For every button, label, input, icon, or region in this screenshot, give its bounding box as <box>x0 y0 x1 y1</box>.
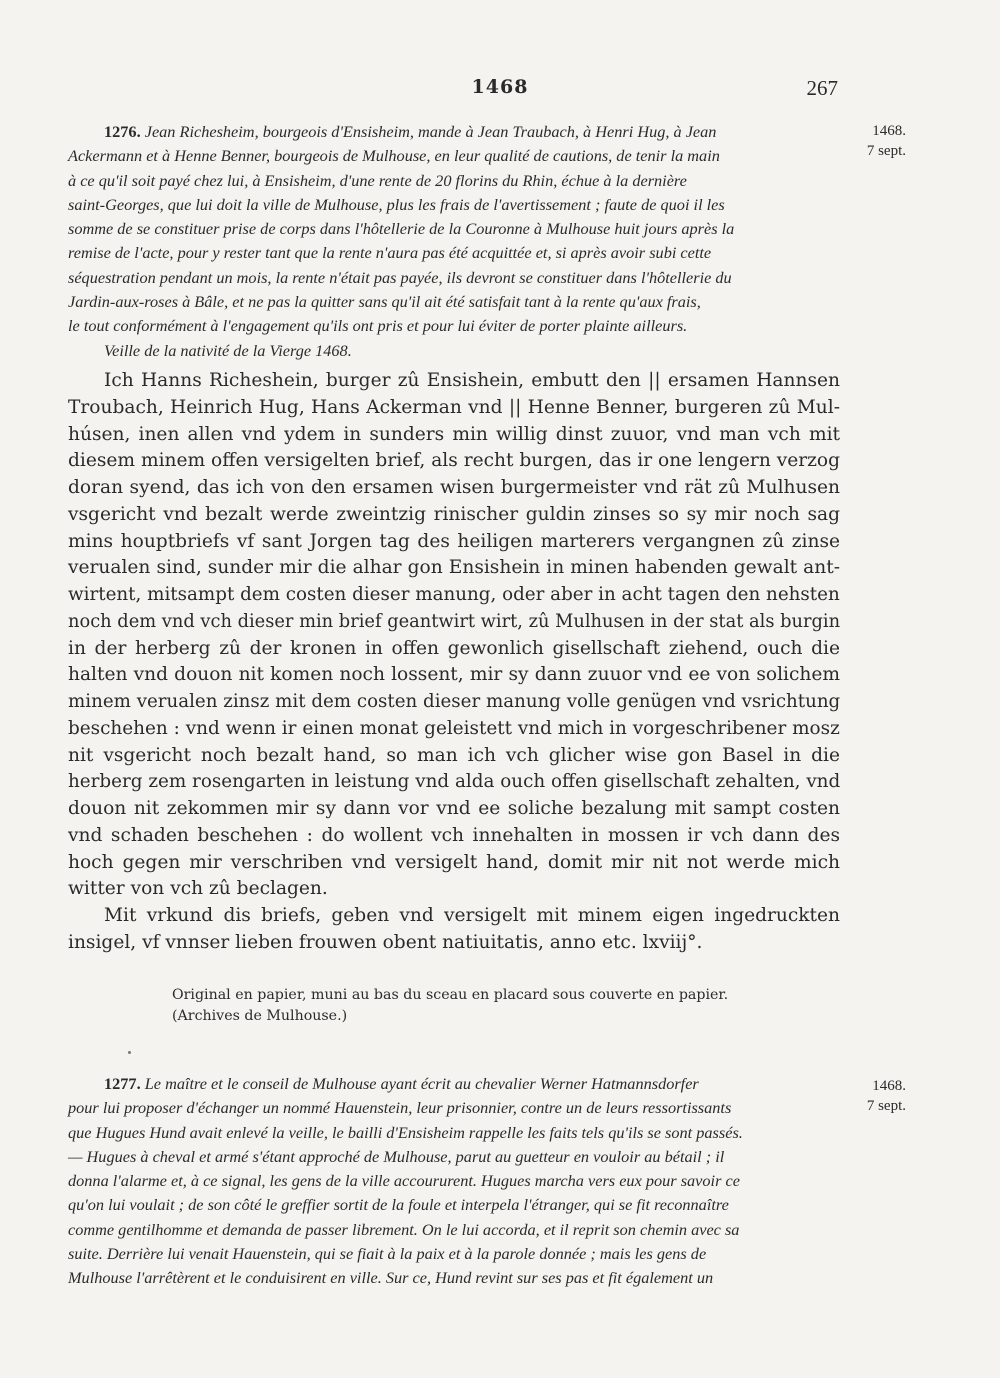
regest-line: Jardin-aux-roses à Bâle, et ne pas la quitter sans qu'il ait été satisfait tant à la rente qu'aux frais, <box>68 292 701 312</box>
regest-line: à ce qu'il soit payé chez lui, à Ensisheim, d'une rente de 20 florins du Rhin, échue à la dernière <box>68 170 687 190</box>
text-line: witter von vch zû beclagen. <box>68 878 328 900</box>
entry-number: 1276. <box>104 122 141 141</box>
text-line: nit vsgericht noch bezalt hand, so man ich vch glicher wise gon Basel in die <box>68 744 840 766</box>
text-line: noch dem vnd vch dieser min brief geantwirt wirt, zû Mulhusen in der stat als burgin <box>68 610 841 632</box>
regest-line: qu'on lui voulait ; de son côté le greffier sortit de la foule et interpela l'étranger, qui se fit reconnaître <box>68 1195 729 1215</box>
margin-date-1277 <box>842 1076 906 1116</box>
text-line: wirtent, mitsampt dem costen dieser manung, oder aber in acht tagen den nehsten <box>68 584 840 605</box>
closing-line: Mit vrkund dis briefs, geben vnd versigelt mit minem eigen ingedruckten <box>104 905 840 926</box>
date-line: Veille de la nativité de la Vierge 1468. <box>104 340 352 360</box>
regest-line: comme gentilhomme et demanda de passer librement. On le lui accorda, et il reprit son chemin avec sa <box>68 1219 740 1239</box>
text-line: minem verualen zinsz mit dem costen dieser manung volle genügen vnd vsrichtung <box>68 691 841 712</box>
text-line: herberg zem rosengarten in leistung vnd alda ouch offen gisellschaft zehalten, vnd <box>68 771 841 793</box>
source-note-1276 <box>172 985 842 1027</box>
regest-line: 1276. Jean Richesheim, bourgeois d'Ensisheim, mande à Jean Traubach, à Henri Hug, à Jean <box>104 122 717 141</box>
closing-line: insigel, vf vnnser lieben frouwen obent natiuitatis, anno etc. lxviij°. <box>68 931 703 953</box>
regest-line: Mulhouse l'arrêtèrent et le conduisirent en ville. Sur ce, Hund revint sur ses pas et fit également un <box>68 1268 714 1288</box>
text-line: vsgericht vnd bezalt werde zweintzig rinischer guldin zinses so sy mir noch sag <box>68 503 840 525</box>
regest-line: 1277. Le maître et le conseil de Mulhouse ayant écrit au chevalier Werner Hatmannsdorfer <box>104 1074 699 1093</box>
text-line: diesem minem offen versigelten brief, als recht burgen, das ir one lengern verzog <box>68 450 840 472</box>
text-line: verualen sind, sunder mir die alhar gon Ensishein in minen habenden gewalt ant- <box>68 557 840 579</box>
regest-1276 <box>68 120 840 363</box>
charter-text-1276 <box>68 368 840 957</box>
margin-year: 1468. <box>872 1078 906 1094</box>
regest-line: séquestration pendant un mois, la rente n'était pas payée, ils devront se constituer dans l'hôtellerie du <box>68 267 732 287</box>
running-header-year: 1468 <box>471 76 529 98</box>
margin-date-1276 <box>842 121 906 161</box>
regest-line: pour lui proposer d'échanger un nommé Hauenstein, leur prisonnier, contre un de leurs ressortissants <box>68 1098 732 1118</box>
regest-line: donna l'alarme et, à ce signal, les gens de la ville accoururent. Hugues marcha vers eux pour savoir ce <box>68 1171 740 1191</box>
text-line: beschehen : vnd wenn ir einen monat geleistett vnd mich in vorgeschribener mosz <box>68 717 840 739</box>
text-line: Troubach, Heinrich Hug, Hans Ackerman vnd || Henne Benner, burgeren zû Mul- <box>68 396 840 418</box>
text-line: Ich Hanns Richeshein, burger zû Ensishein, embutt den || ersamen Hannsen <box>104 370 840 391</box>
text-line: hoch gegen mir verschriben vnd versigelt hand, domit mir nit not werde mich <box>68 851 840 873</box>
page-number: 267 <box>806 76 838 100</box>
text-line: vnd schaden beschehen : do wollent vch innehalten in mossen ir vch dann des <box>68 824 840 846</box>
text-line: mins houptbriefs vf sant Jorgen tag des heiligen marterers vergangnen zû zinse <box>68 530 840 552</box>
regest-line: — Hugues à cheval et armé s'étant approché de Mulhouse, parut au guetteur en vouloir au bétail ; il <box>68 1146 725 1166</box>
regest-line: remise de l'acte, pour y rester tant que la rente n'aura pas été acquittée et, si après avoir subi cette <box>68 243 712 263</box>
entry-number: 1277. <box>104 1074 141 1093</box>
margin-year: 1468. <box>872 123 906 139</box>
page-speck <box>128 1051 131 1054</box>
note-line: Original en papier, muni au bas du sceau en placard sous couverte en papier. <box>172 987 729 1003</box>
text-line: doran syend, das ich von den ersamen wisen burgermeister vnd rät zû Mulhusen <box>68 477 840 498</box>
regest-line: saint-Georges, que lui doit la ville de Mulhouse, plus les frais de l'avertissement ; faute de quoi il les <box>68 194 725 214</box>
text-line: húsen, inen allen vnd ydem in sunders min willig dinst zuuor, vnd man vch mit <box>68 423 840 445</box>
regest-line: Ackermann et à Henne Benner, bourgeois de Mulhouse, en leur qualité de cautions, de tenir la main <box>68 146 720 166</box>
regest-line: le tout conformément à l'engagement qu'ils ont pris et pour lui éviter de porter plainte ailleurs. <box>68 316 688 336</box>
text-line: douon nit zekommen mir sy dann vor vnd ee soliche bezalung mit sampt costen <box>68 798 840 819</box>
regest-line: que Hugues Hund avait enlevé la veille, le bailli d'Ensisheim rappelle les faits tels qu'ils se sont passés. <box>68 1122 743 1142</box>
margin-day: 7 sept. <box>866 143 906 159</box>
note-line: (Archives de Mulhouse.) <box>172 1008 348 1024</box>
regest-line: somme de se constituer prise de corps dans l'hôtellerie de la Couronne à Mulhouse huit jours après la <box>68 219 735 239</box>
text-line: halten vnd douon nit komen noch lossent, mir sy dann zuuor vnd ee von solichem <box>68 664 840 686</box>
margin-day: 7 sept. <box>866 1098 906 1114</box>
text-line: in der herberg zû der kronen in offen gewonlich gisellschaft ziehend, ouch die <box>68 637 840 659</box>
regest-line: suite. Derrière lui venait Hauenstein, qui se fiait à la paix et à la parole donnée ; mais les gens de <box>68 1244 707 1264</box>
regest-1277 <box>68 1072 840 1291</box>
